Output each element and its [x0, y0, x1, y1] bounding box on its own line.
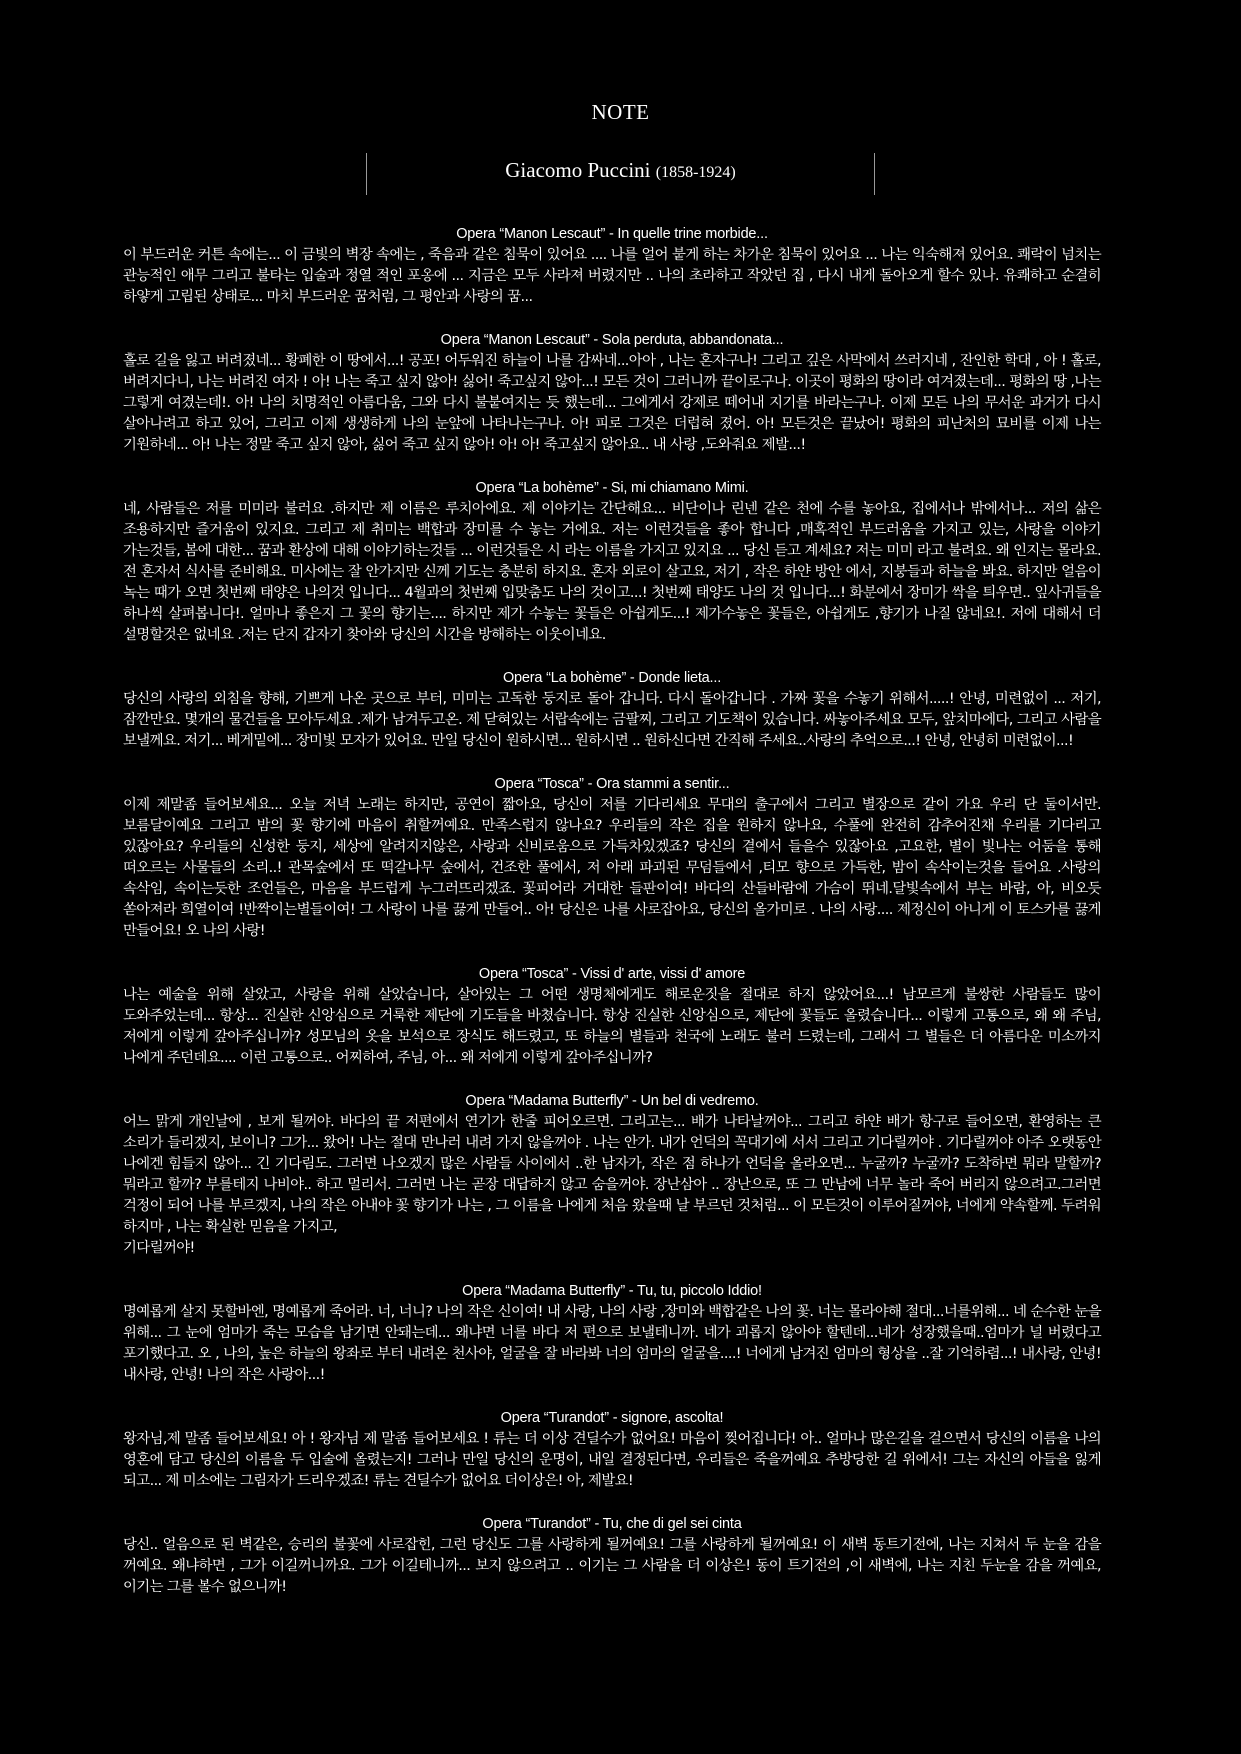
page-heading: NOTE — [591, 100, 650, 124]
aria-note — [123, 1091, 1101, 1259]
aria-title: Opera “Tosca” - Vissi d' arte, vissi d' amore — [478, 966, 746, 982]
aria-translation: 명예롭게 살지 못할바엔, 명예롭게 죽어라. 너, 너니? 나의 작은 신이여! 내 사랑, 나의 사랑 ,장미와 백합같은 나의 꽃. 너는 몰라야해 절대...너를위해... 네 순수한 눈을 위해... 그 눈에 엄마가 죽는 모습을 남기면 안돼는데... 왜냐면 너를 바다 저 편으로 보낼테니까. 네가 괴롭지 않아야 할텐데...네가 성장했을때..엄마가 널 버렸다고 포기했다고. 오 , 나의, 높은 하늘의 왕좌로 부터 내려온 천사야, 얼굴을 잘 바라봐 너의 엄마의 얼굴을....! 너에게 남겨진 엄마의 형상을 ..잘 기억하렴...! 내사랑, 안녕! 내사랑, 안녕! 나의 작은 사랑아...! — [123, 1304, 1101, 1383]
aria-translation: 이 부드러운 커튼 속에는... 이 금빛의 벽장 속에는 , 죽음과 같은 침묵이 있어요 .... 나를 얼어 붙게 하는 차가운 침묵이 있어요 ... 나는 익숙해져 있어요. 쾌락이 넘치는 관능적인 애무 그리고 불타는 입술과 정열 적인 포옹에 ... 지금은 모두 사라져 버렸지만 .. 나의 초라하고 작았던 집 , 다시 내게 돌아오게 할수 있나. 유쾌하고 순결히 하얗게 고립된 상태로... 마치 부드러운 꿈처럼, 그 평안과 사랑의 꿈... — [123, 247, 1101, 305]
aria-translation: 왕자님,제 말좀 들어보세요! 아 ! 왕자님 제 말좀 들어보세요 ! 류는 더 이상 견딜수가 없어요! 마음이 찢어집니다! 아.. 얼마나 많은길을 걸으면서 당신의 이름을 나의 영혼에 담고 당신의 이름을 두 입술에 올렸는지! 그러나 만일 당신의 운명이, 내일 결정된다면, 우리들은 죽을꺼예요 추방당한 길 위에서! 그는 자신의 아들을 잃게 되고... 제 미소에는 그림자가 드리우겠죠! 류는 견딜수가 없어요 더이상은! 아, 제발요! — [123, 1431, 1101, 1489]
aria-translation: 네, 사람들은 저를 미미라 불러요 .하지만 제 이름은 루치아에요. 제 이야기는 간단해요... 비단이나 린넨 같은 천에 수를 놓아요, 집에서나 밖에서나... 저의 삶은 조용하지만 즐거움이 있지요. 그리고 제 취미는 백합과 장미를 수 놓는 거에요. 저는 이런것들을 좋아 합니다 ,매혹적인 부드러움을 가지고 있는, 사랑을 이야기 가는것들, 봄에 대한... 꿈과 환상에 대해 이야기하는것들 ... 이런것들은 시 라는 이름을 가지고 있지요 ... 당신 듣고 계세요? 저는 미미 라고 불려요. 왜 인지는 몰라요. 전 혼자서 식사를 준비해요. 미사에는 잘 안가지만 신께 기도는 충분히 하지요. 혼자 외로이 살고요, 저기 , 작은 하얀 방안 에서, 지붕들과 하늘을 봐요. 하지만 얼음이 녹는 때가 오면 첫번째 태양은 나의것 입니다... 4월과의 첫번째 입맞춤도 나의 것이고...! 첫번째 태양도 나의 것 입니다...! 화분에서 장미가 싹을 틔우면.. 잎사귀들을 하나씩 살펴봅니다!. 얼마나 좋은지 그 꽃의 향기는.... 하지만 제가 수놓는 꽃들은 아쉽게도...! 제가수놓은 꽃들은, 아쉽게도 ,향기가 나질 않네요!. 저에 대해서 더 설명할것은 없네요 .저는 단지 갑자기 찾아와 당신의 시간을 방해하는 이웃이네요. — [123, 501, 1101, 643]
aria-translation: 당신.. 얼음으로 된 벽같은, 승리의 불꽃에 사로잡힌, 그런 당신도 그를 사랑하게 될꺼예요! 그를 사랑하게 될꺼예요! 이 새벽 동트기전에, 나는 지쳐서 두 눈을 감을 꺼예요. 왜냐하면 , 그가 이길꺼니까요. 그가 이길테니까... 보지 않으려고 .. 이기는 그 사람을 더 이상은! 동이 트기전의 ,이 새벽에, 나는 지친 두눈을 감을 꺼예요, 이기는 그를 볼수 없으니까! — [123, 1537, 1101, 1595]
aria-note — [123, 1408, 1101, 1492]
aria-note — [123, 1281, 1101, 1386]
aria-note — [123, 964, 1101, 1069]
aria-translation: 이제 제말좀 들어보세요... 오늘 저녁 노래는 하지만, 공연이 짧아요, 당신이 저를 기다리세요 무대의 출구에서 그리고 별장으로 같이 가요 우리 단 둘이서만. 보름달이예요 그리고 밤의 꽃 향기에 마음이 취할꺼예요. 만족스럽지 않나요? 우리들의 작은 집을 원하지 않나요, 수풀에 완전히 감추어진채 우리를 기다리고 있잖아요? 우리들의 신성한 둥지, 세상에 알려지지않은, 사랑과 신비로움으로 가득차있겠죠? 당신의 곁에서 들을수 있잖아요 ,고요한, 별이 빛나는 어둠을 통해 떠오르는 사물들의 소리..! 관목숲에서 또 떡갈나무 숲에서, 건조한 풀에서, 저 아래 파괴된 무덤들에서 ,티모 향으로 가득한, 밤이 속삭이는것을 들어요 .사랑의 속삭임, 속이는듯한 조언들은, 마음을 부드럽게 누그러뜨리겠죠. 꽃피어라 거대한 들판이여! 바다의 산들바람에 가슴이 뛰네.달빛속에서 부는 바람, 아, 비오듯 쏟아져라 희열이여 !반짝이는별들이여! 그 사랑이 나를 끓게 만들어.. 아! 당신은 나를 사로잡아요, 당신의 올가미로 . 나의 사랑.... 제정신이 아니게 이 토스카를 끓게 만들어요! 오 나의 사랑! — [123, 797, 1101, 939]
aria-note — [123, 668, 1101, 752]
aria-translation: 당신의 사랑의 외침을 향해, 기쁘게 나온 곳으로 부터, 미미는 고독한 둥지로 돌아 갑니다. 다시 돌아갑니다 . 가짜 꽃을 수놓기 위해서.....! 안녕, 미련없이 ... 저기, 잠깐만요. 몇개의 물건들을 모아두세요 .제가 남겨두고온. 제 닫혀있는 서랍속에는 금팔찌, 그리고 기도책이 있습니다. 싸놓아주세요 모두, 앞치마에다, 그리고 사람을 보낼께요. 저기... 베게밑에... 장미빛 모자가 있어요. 만일 당신이 원하시면... 원하시면 .. 원하신다면 간직해 주세요..사랑의 추억으로...! 안녕, 안녕히 미련없이...! — [123, 691, 1101, 749]
aria-translation: 나는 예술을 위해 살았고, 사랑을 위해 살았습니다, 살아있는 그 어떤 생명체에게도 해로운짓을 절대로 하지 않았어요...! 남모르게 불쌍한 사람들도 많이 도와주었는데... 항상... 진실한 신앙심으로 거룩한 제단에 기도들을 바쳤습니다. 항상 진실한 신앙심으로, 제단에 꽃들도 올렸습니다... 이렇게 고통으로, 왜 왜 주님, 저에게 이렇게 갚아주십니까? 성모님의 옷을 보석으로 장식도 해드렸고, 또 하늘의 별들과 천국에 노래도 불러 드렸는데, 그래서 그 별들은 더 아름다운 미소까지 나에게 주던데요.... 이런 고통으로.. 어찌하여, 주님, 아... 왜 저에게 이렇게 갚아주십니까? — [123, 987, 1101, 1066]
aria-title: Opera “Madama Butterfly” - Tu, tu, piccolo Iddio! — [462, 1283, 762, 1299]
aria-title: Opera “La bohème” - Donde lieta... — [502, 670, 722, 686]
composer-header — [366, 153, 875, 195]
aria-title: Opera “Manon Lescaut” - Sola perduta, abbandonata... — [440, 332, 784, 348]
aria-title: Opera “Turandot” - signore, ascolta! — [500, 1410, 724, 1426]
aria-note — [123, 224, 1101, 308]
aria-title: Opera “Manon Lescaut” - In quelle trine morbide... — [456, 226, 768, 242]
aria-title: Opera “La bohème” - Si, mi chiamano Mimi. — [475, 480, 749, 496]
aria-note — [123, 478, 1101, 646]
composer-name: Giacomo Puccini — [505, 158, 651, 182]
aria-title: Opera “Tosca” - Ora stammi a sentir... — [494, 776, 730, 792]
aria-notes — [123, 224, 1101, 1620]
aria-note — [123, 330, 1101, 456]
aria-note — [123, 1514, 1101, 1598]
aria-title: Opera “Madama Butterfly” - Un bel di vedremo. — [465, 1093, 759, 1109]
aria-translation: 어느 맑게 개인날에 , 보게 될꺼야. 바다의 끝 저편에서 연기가 한줄 피어오르면. 그리고는... 배가 나타날꺼야... 그리고 하얀 배가 항구로 들어오면, 환영하는 큰 소리가 들리겠지, 보이니? 그가... 왔어! 나는 절대 만나러 내려 가지 않을꺼야 . 나는 안가. 내가 언덕의 꼭대기에 서서 그리고 기다릴꺼야 . 기다릴꺼야 아주 오랫동안 나에겐 힘들지 않아... 긴 기다림도. 그러면 나오겠지 많은 사람들 사이에서 ..한 남자가, 작은 점 하나가 언덕을 올라오면... 누굴까? 누굴까? 도착하면 뭐라 말할까? 뭐라고 할까? 부를테지 나비야.. 하고 멀리서. 그러면 나는 곧장 대답하지 않고 숨을꺼야. 장난삼아 .. 장난으로, 또 그 만남에 너무 놀라 죽어 버리지 않으려고.그러면 걱정이 되어 나를 부르겠지, 나의 작은 아내야 꽃 향기가 나는 , 그 이름을 나에게 처음 왔을때 날 부르던 것처럼... 이 모든것이 이루어질꺼야, 너에게 약속할께. 두려워 하지마 , 나는 확실한 믿음을 가지고, 기다릴꺼야! — [123, 1114, 1101, 1256]
aria-title: Opera “Turandot” - Tu, che di gel sei cinta — [482, 1516, 742, 1532]
composer-dates: (1858-1924) — [655, 164, 736, 181]
aria-note — [123, 774, 1101, 942]
aria-translation: 홀로 길을 잃고 버려졌네... 황폐한 이 땅에서...! 공포! 어두워진 하늘이 나를 감싸네...아아 , 나는 혼자구나! 그리고 깊은 사막에서 쓰러지네 , 잔인한 학대 , 아 ! 홀로, 버려지다니, 나는 버려진 여자 ! 아! 나는 죽고 싶지 않아! 싫어! 죽고싶지 않아...! 모든 것이 그러니까 끝이로구나. 이곳이 평화의 땅이라 여겨졌는데... 평화의 땅 ,나는 그렇게 여겼는데!. 아! 나의 치명적인 아름다움, 그와 다시 불붙여지는 듯 했는데... 그에게서 강제로 떼어내 지기를 바라는구나. 이제 모든 나의 무서운 과거가 다시 살아나려고 하고 있어, 그리고 이제 생생하게 나의 눈앞에 나타나는구나. 아! 피로 그것은 더럽혀 졌어. 아! 모든것은 끝났어! 평화의 피난처의 묘비를 이제 나는 기원하네... 아! 나는 정말 죽고 싶지 않아, 싫어 죽고 싶지 않아! 아! 아! 죽고싶지 않아요.. 내 사랑 ,도와줘요 제발...! — [123, 353, 1101, 453]
